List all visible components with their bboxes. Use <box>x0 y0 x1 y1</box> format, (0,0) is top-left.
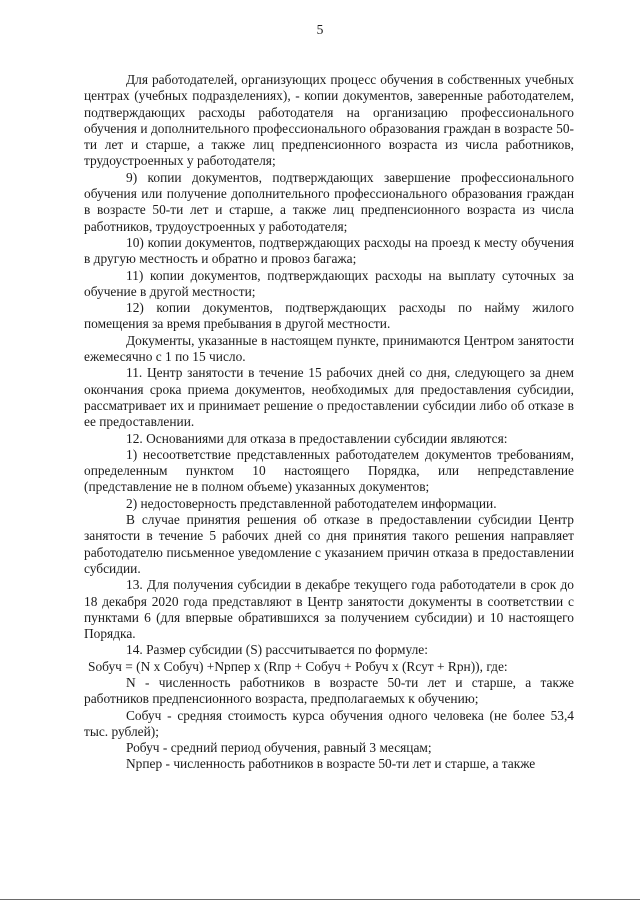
paragraph-item-12: 12) копии документов, подтверждающих расходы по найму жилого помещения за время пребывания в другой местности. <box>84 300 574 332</box>
paragraph-documents-acceptance: Документы, указанные в настоящем пункте, принимаются Центром занятости ежемесячно с 1 по 15 число. <box>84 332 574 365</box>
paragraph-clause-12: 12. Основаниями для отказа в предоставлении субсидии являются: <box>126 430 508 446</box>
definition-nrper: Nрпер - численность работников в возрасте 50-ти лет и старше, а также <box>126 756 536 772</box>
paragraph-item-11: 11) копии документов, подтверждающих расходы на выплату суточных за обучение в другой местности; <box>84 267 574 299</box>
paragraph-item-9: 9) копии документов, подтверждающих завершение профессионального обучения или получение дополнительного профессионального образования граждан в возрасте 50-ти лет и старше, а также лиц предпенсионного возраста из числа работников, трудоустроенных у работодателя; <box>84 169 574 234</box>
definition-n: N - численность работников в возрасте 50-ти лет и старше, а также работников предпенсионного возраста, предполагаемых к обучению; <box>84 674 574 707</box>
paragraph-refusal-ground-2: 2) недостоверность представленной работодателем информации. <box>126 495 497 511</box>
scan-edge-line <box>0 899 640 900</box>
paragraph-employer-training-centers: Для работодателей, организующих процесс обучения в собственных учебных центрах (учебных подразделениях), - копии документов, заверенные работодателем, подтверждающих расходы работодателя на организацию профессионального обучения и дополнительного профессионального образования граждан в возрасте 50-ти лет и старше, а также лиц предпенсионного возраста из числа работников, трудоустроенных у работодателя; <box>84 72 574 169</box>
paragraph-clause-11: 11. Центр занятости в течение 15 рабочих дней со дня, следующего за днем окончания срока приема документов, необходимых для предоставления субсидии, рассматривает их и принимает решение о предоставлении субсидии либо об отказе в ее предоставлении. <box>84 365 574 430</box>
paragraph-refusal-notice: В случае принятия решения об отказе в предоставлении субсидии Центр занятости в течение 5 рабочих дней со дня принятия такого решения направляет работодателю письменное уведомление с указанием причин отказа в предоставлении субсидии. <box>84 512 574 576</box>
subsidy-formula: Sобуч = (N x Cобуч) +Nрпер x (Rпр + Cобуч + Робуч x (Rсут + Rрн)), где: <box>88 658 508 674</box>
definition-robuch: Робуч - средний период обучения, равный 3 месяцам; <box>126 740 432 756</box>
definition-cobuch: Cобуч - средняя стоимость курса обучения одного человека (не более 53,4 тыс. рублей); <box>84 707 574 739</box>
paragraph-clause-14: 14. Размер субсидии (S) рассчитывается по формуле: <box>126 642 428 658</box>
document-body <box>84 72 574 773</box>
page-number: 5 <box>316 22 324 37</box>
paragraph-refusal-ground-1: 1) несоответствие представленных работодателем документов требованиям, определенным пунктом 10 настоящего Порядка, или непредставление (представление не в полном объеме) указанных документов; <box>84 446 574 495</box>
paragraph-item-10: 10) копии документов, подтверждающих расходы на проезд к месту обучения в другую местность и обратно и провоз багажа; <box>84 234 574 267</box>
paragraph-clause-13: 13. Для получения субсидии в декабре текущего года работодатели в срок до 18 декабря 2020 года представляют в Центр занятости документы в соответствии с пунктами 6 (для впервые обратившихся за получением субсидии) и 10 настоящего Порядка. <box>84 577 574 642</box>
